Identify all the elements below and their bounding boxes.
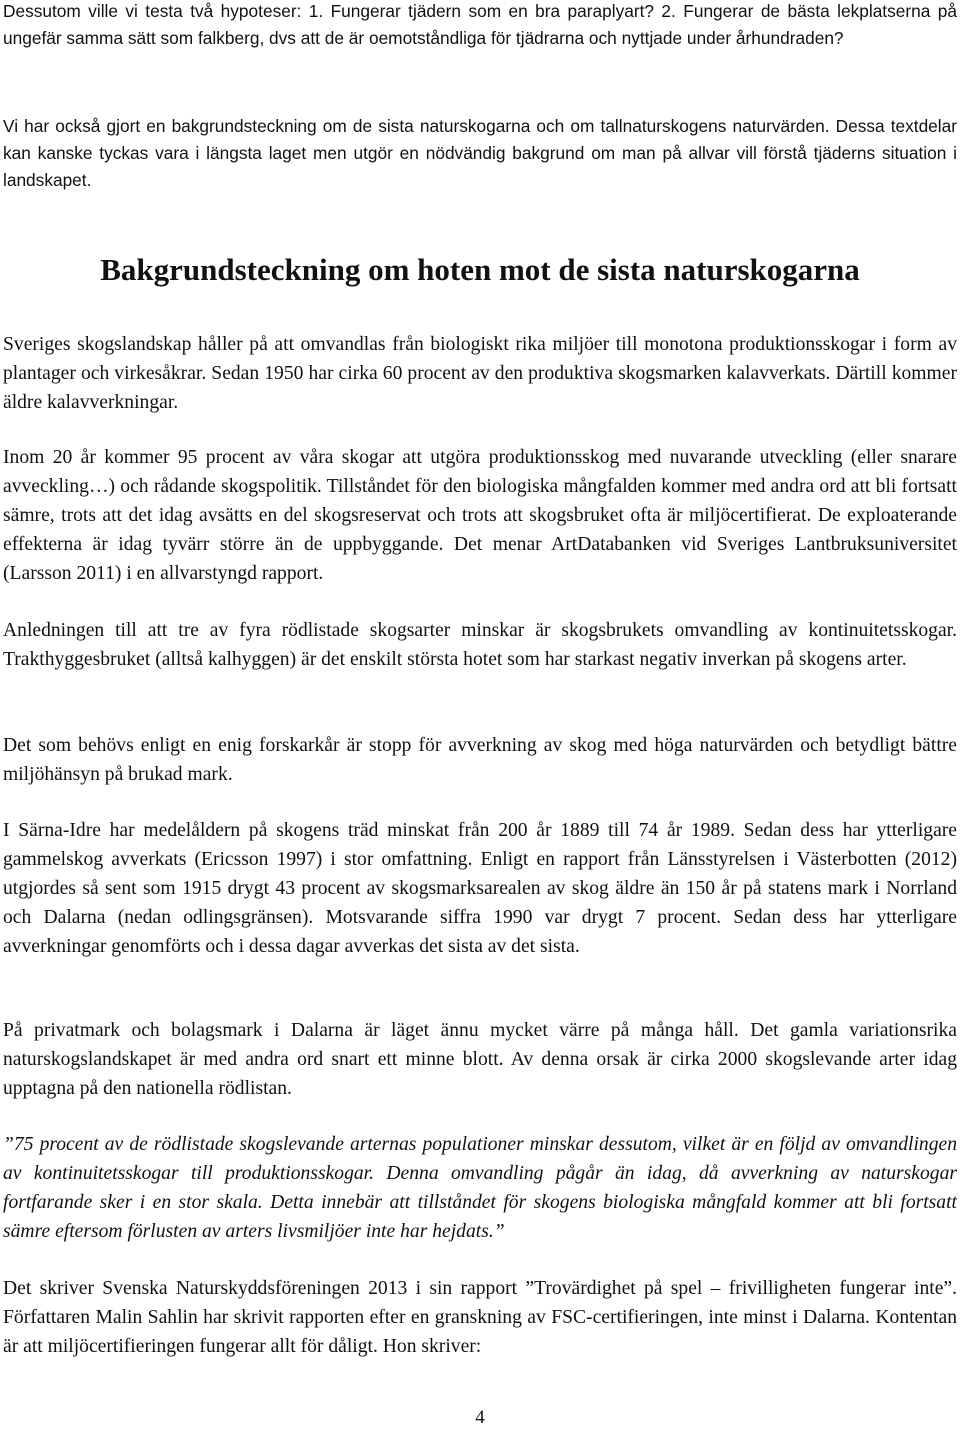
body-paragraph-4: Det som behövs enligt en enig forskarkår är stopp för avverkning av skog med höga naturvärden och betydligt bättre miljöhänsyn på brukad mark. xyxy=(3,735,957,785)
closing-paragraph: Det skriver Svenska Naturskyddsföreningen 2013 i sin rapport ”Trovärdighet på spel – frivilligheten fungerar inte”. Författaren Malin Sahlin har skrivit rapporten efter en granskning av FSC-certifieringen, inte minst i Dalarna. Kontentan är att miljöcertifieringen fungerar allt för dåligt. Hon skriver: xyxy=(3,1278,957,1357)
intro-paragraph-hypotheses: Dessutom ville vi testa två hypoteser: 1. Fungerar tjädern som en bra paraplyart? 2. Fungerar de bästa lekplatserna på ungefär samma sätt som falkberg, dvs att de är oemotståndliga för tjädrarna och nyttjade under århundraden? xyxy=(3,1,957,48)
body-paragraph-6: På privatmark och bolagsmark i Dalarna är läget ännu mycket värre på många håll. Det gamla variationsrika naturskogslandskapet är med andra ord snart ett minne blott. Av denna orsak är cirka 2000 skogslevande arter idag upptagna på den nationella rödlistan. xyxy=(3,1020,957,1099)
section-heading: Bakgrundsteckning om hoten mot de sista naturskogarna xyxy=(100,252,860,287)
body-paragraph-5: I Särna-Idre har medelåldern på skogens träd minskat från 200 år 1889 till 74 år 1989. Sedan dess har ytterligare gammelskog avverkats (Ericsson 1997) i stor omfattning. Enligt en rapport från Länsstyrelsen i Västerbotten (2012) utgjordes så sent som 1915 drygt 43 procent av skogsmarksarealen av skog äldre än 150 år på statens mark i Norrland och Dalarna (nedan odlingsgränsen). Motsvarande siffra 1990 var drygt 7 procent. Sedan dess har ytterligare avverkningar genomförts och i dessa dagar avverkas det sista av det sista. xyxy=(3,820,957,957)
body-paragraph-3: Anledningen till att tre av fyra rödlistade skogsarter minskar är skogsbrukets omvandling av kontinuitetsskogar. Trakthyggesbruket (alltså kalhyggen) är det enskilt största hotet som har starkast negativ inverkan på skogens arter. xyxy=(3,620,957,670)
page-number: 4 xyxy=(475,1407,485,1428)
block-quote: ”75 procent av de rödlistade skogslevande arternas populationer minskar dessutom, vilket är en följd av omvandlingen av kontinuitetsskogar till produktionsskogar. Denna omvandling pågår än idag, då avverkning av naturskogar fortfarande sker i en stor skala. Detta innebär att tillståndet för skogens biologiska mångfald kommer att bli fortsatt sämre eftersom förlusten av arters livsmiljöer inte har hejdats.” xyxy=(3,1134,957,1242)
body-paragraph-1: Sveriges skogslandskap håller på att omvandlas från biologiskt rika miljöer till monotona produktionsskogar i form av plantager och virkesåkrar. Sedan 1950 har cirka 60 procent av den produktiva skogsmarken kalavverkats. Därtill kommer äldre kalavverkningar. xyxy=(3,334,957,413)
intro-paragraph-background: Vi har också gjort en bakgrundsteckning om de sista naturskogarna och om tallnaturskogens naturvärden. Dessa textdelar kan kanske tyckas vara i längsta laget men utgör en nödvändig bakgrund om man på allvar vill förstå tjäderns situation i landskapet. xyxy=(3,116,957,190)
body-paragraph-2: Inom 20 år kommer 95 procent av våra skogar att utgöra produktionsskog med nuvarande utveckling (eller snarare avveckling…) och rådande skogspolitik. Tillståndet för den biologiska mångfalden kommer med andra ord att bli fortsatt sämre, trots att det idag avsätts en del skogsreservat och trots att skogsbruket ofta är miljöcertifierat. De exploaterande effekterna är idag tyvärr större än de uppbyggande. Det menar ArtDatabanken vid Sveriges Lantbruksuniversitet (Larsson 2011) i en allvarstyngd rapport. xyxy=(3,447,957,584)
